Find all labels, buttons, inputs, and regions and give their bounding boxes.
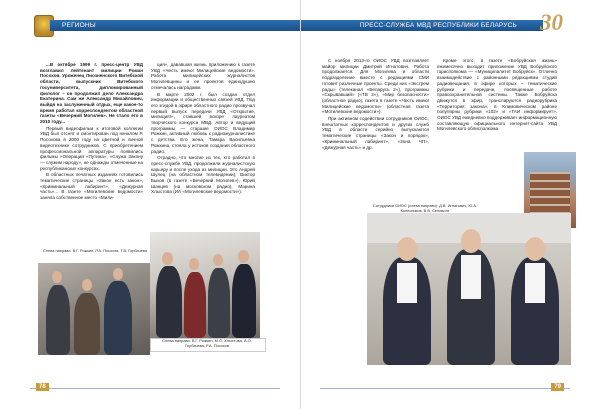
photo-caption-1: Слева направо: В.Г. Рожкин, Р.А. Посохов, Т.В. Горбачева — [42, 248, 148, 253]
paragraph: ция», дававшая жизнь приложению к газете УВД «Честь имею! Милицейские ведомости». Работа милицейских журналистов Могилевщины и ее проектов единодушно отмечалась наградами. — [151, 62, 255, 90]
right-header-bar — [301, 20, 543, 31]
group-photo-1 — [38, 263, 150, 355]
right-text-column-2 — [437, 58, 557, 133]
left-text-column-1 — [40, 62, 143, 202]
paragraph: С ноября 2013-го ОИОС УВД возглавляет майор милиции Дмитрий Игнатович. Работа продолжается. Для Могилева и области подразделение вместе с редакциями СМИ готовит различные проекты. Среди них «Экстрем рады» (телеканал «Беларусь 2»), программы «Скрывавший» («ТВ 2»), «Мир безопасности» (областное радио), газета в газете «Честь имею! Милицейские ведомости» (областная газета «Могилевские ведомости»). — [322, 58, 429, 115]
paragraph: Кроме этого, в газете «Бобруйская жизнь» ежемесячно выходит приложение УВД Бобруйского горисполкома — «Муниципалитет Бобруйск». Отлично взаимодействие с районными редакциями студий радиовещания, в эфире которых – тематические рубрики и передачи, посвященные работе правоохранительной системы. Также Бобруйска движутся в эфир, транслируются радиорубрика «Территория закона», в Климовическом районе популярны рубрики «102» и «ГАИ информирует». ОИОС УВД ежедневно поддерживает информационную составляющую официального интернет-сайта УВД Могилевского облисполкома. — [437, 58, 557, 132]
staff-photo-caption: Сотрудники ОИОС (слева направо): Д.В. Игнатович, Ю.А. Колесников, В.В. Селивонт — [372, 203, 478, 213]
right-text-column-1 — [322, 58, 429, 151]
right-page-number: 79 — [551, 383, 564, 391]
left-header-bar — [50, 20, 300, 31]
paragraph: В марте 2002 г. был создан отдел информации и общественных связей УВД. Под его эгидой в эфире областного радио прозвучал первый выпуск передачи УВД «Открытие, милиция!», ставшей вскоре лауреатом творческого конкурса МВД. Автор и ведущий программы — старшие ОИОС Владимир Рожкин, активный любовь к радиожурналистике с детства. Его жена, Тамара Васильевна Рожкина, стояла у истоков создания областного радио. — [151, 91, 255, 154]
left-section-title: РЕГИОНЫ — [62, 22, 96, 29]
group-photo-2 — [150, 232, 260, 338]
paragraph: ...В октябре 1999 г. пресс-центр УВД возглавил лейтенант милиции Роман Посохов. Уроженец Лиозненского Витебской области, выпускник Витебского госуниверситета, дипломированный филолог – он продолжил дело Александра Екатерина. Сам же Александр Михайлович, выйдя на заслуженный отдых, еще какое-то время работал корреспондентом областной газеты «Вечерний Могилев». Не стало его в 2010 году... — [40, 62, 143, 125]
right-footer — [320, 384, 570, 399]
paragraph: При активном содействии сотрудников ОИОС, внештатных корреспондентов и других служб УВД в области серийно выпускаются тематические страницы «Закон и порядок», «Криминальный лабиринт», «Зона ЧП», «Дежурная часть» и др. — [322, 116, 429, 150]
staff-photo — [367, 213, 571, 365]
left-text-column-2 — [151, 62, 255, 196]
paragraph: Первый видеофильм к итоговой коллегии УВД был отснят и смонтирован под началом Р. Посохова в 2000 году на цветной и личной видеотехнике сотрудников. С приобретением профессиональной аппаратуры появились фильмы «Операция «Путина», «Служа Закону — служим народу», не однажды отмеченные на республиканских конкурсах. — [40, 125, 143, 171]
paragraph: В областных печатных изданиях готовились тематические страницы «Закон есть закон», «Криминальный лабиринт», «Дежурная часть»... В газете «Могилевские ведомости» заняла собственное место «Мили- — [40, 172, 143, 201]
paragraph: Отрадно, что многие из тех, кто работал в пресс-службе УВД, продолжили журналистскую карьеру и после ухода из милиции. Это Андрей Шулец (на областном телевидении), Виктор Быков (в газете «Вечерний Могилев»), Юрий Шанцев (на московском радио), Марина Хлыстова (ИА «Могилевские ведомости»). — [151, 155, 255, 195]
photo-caption-2: Слева направо: В.Г. Рожкин, М.О. Хлыстова, А.О. Горбачева, Р.А. Посохов — [162, 338, 252, 348]
left-footer — [30, 384, 280, 399]
left-page-number: 78 — [36, 383, 49, 391]
header-badge-number: 30 — [540, 10, 563, 35]
right-section-title: ПРЕСС-СЛУЖБА МВД РЕСПУБЛИКИ БЕЛАРУСЬ — [359, 22, 517, 29]
